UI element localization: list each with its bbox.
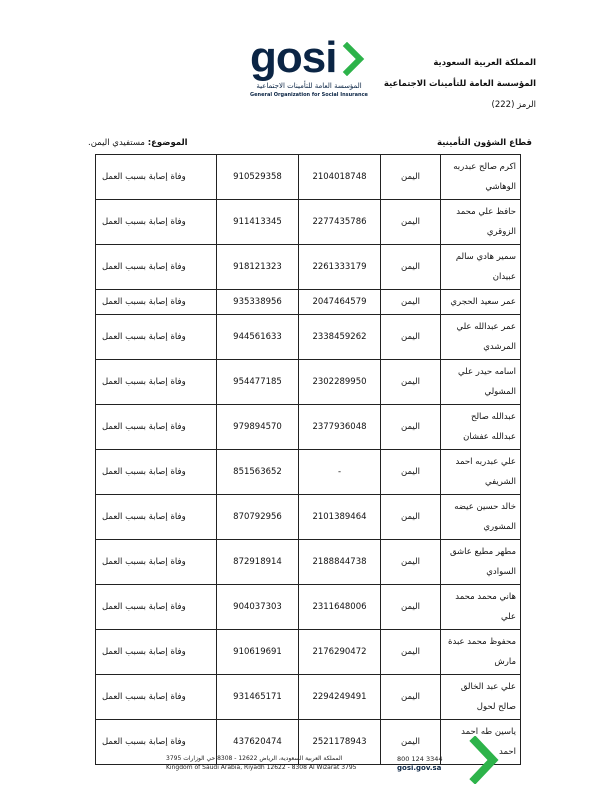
id-cell: 2521178943 — [299, 720, 381, 765]
name-cell: سمير هادي سالم عبيدان — [441, 245, 521, 290]
logo-wordmark: gosi — [250, 33, 337, 82]
table-row — [96, 540, 521, 585]
name-cell: عبدالله صالح عبدالله عفشان — [441, 405, 521, 450]
department-title: قطاع الشؤون التأمينية — [437, 138, 532, 148]
subject-line — [88, 138, 188, 148]
insurance-number-cell: 911413345 — [217, 200, 299, 245]
id-cell: 2294249491 — [299, 675, 381, 720]
name-cell: خالد حسين عيضه المشوري — [441, 495, 521, 540]
name-cell: هاني محمد محمد علي — [441, 585, 521, 630]
nationality-cell: اليمن — [381, 405, 441, 450]
footer-address-arabic: المملكة العربية السعودية، الرياض 12622 - 8308 حي الوزارات 3795 — [166, 755, 343, 762]
id-cell: 2277435786 — [299, 200, 381, 245]
name-cell: ياسين طه احمد احمد — [441, 720, 521, 765]
case-type-cell: وفاة إصابة بسبب العمل — [96, 155, 217, 200]
nationality-cell: اليمن — [381, 495, 441, 540]
case-type-cell: وفاة إصابة بسبب العمل — [96, 495, 217, 540]
name-cell: اسامه حيدر علي المشولي — [441, 360, 521, 405]
table-row — [96, 155, 521, 200]
insurance-number-cell: 437620474 — [217, 720, 299, 765]
chevron-right-icon — [469, 736, 499, 784]
footer-phone: 800 124 3344 — [397, 755, 443, 763]
nationality-cell: اليمن — [381, 540, 441, 585]
insurance-number-cell: 918121323 — [217, 245, 299, 290]
chevron-right-icon — [342, 42, 366, 76]
insurance-number-cell: 870792956 — [217, 495, 299, 540]
case-type-cell: وفاة إصابة بسبب العمل — [96, 245, 217, 290]
name-cell: مطهر مطيع عاشق السوادي — [441, 540, 521, 585]
case-type-cell: وفاة إصابة بسبب العمل — [96, 360, 217, 405]
id-cell: 2101389464 — [299, 495, 381, 540]
id-cell: 2377936048 — [299, 405, 381, 450]
name-cell: محفوظ محمد عبدة مارش — [441, 630, 521, 675]
organization-title: المؤسسة العامة للتأمينات الاجتماعية — [383, 79, 536, 89]
nationality-cell: اليمن — [381, 450, 441, 495]
insurance-number-cell: 935338956 — [217, 290, 299, 315]
table-row — [96, 630, 521, 675]
name-cell: علي عبد الخالق صالح لحول — [441, 675, 521, 720]
id-cell: - — [299, 450, 381, 495]
case-type-cell: وفاة إصابة بسبب العمل — [96, 290, 217, 315]
insurance-number-cell: 910529358 — [217, 155, 299, 200]
case-type-cell: وفاة إصابة بسبب العمل — [96, 630, 217, 675]
insurance-number-cell: 931465171 — [217, 675, 299, 720]
case-type-cell: وفاة إصابة بسبب العمل — [96, 540, 217, 585]
table-row — [96, 360, 521, 405]
insurance-number-cell: 904037303 — [217, 585, 299, 630]
name-cell: حافظ علي محمد الزوقري — [441, 200, 521, 245]
subject-label: الموضوع: — [147, 138, 188, 148]
table-row — [96, 245, 521, 290]
id-cell: 2311648006 — [299, 585, 381, 630]
case-type-cell: وفاة إصابة بسبب العمل — [96, 405, 217, 450]
id-cell: 2338459262 — [299, 315, 381, 360]
name-cell: اكرم صالح عبدربه الوهاشي — [441, 155, 521, 200]
id-cell: 2302289950 — [299, 360, 381, 405]
nationality-cell: اليمن — [381, 720, 441, 765]
table-row — [96, 290, 521, 315]
case-type-cell: وفاة إصابة بسبب العمل — [96, 675, 217, 720]
subject-value: مستفيدي اليمن. — [88, 138, 145, 148]
table-row — [96, 200, 521, 245]
nationality-cell: اليمن — [381, 315, 441, 360]
id-cell: 2188844738 — [299, 540, 381, 585]
insurance-number-cell: 944561633 — [217, 315, 299, 360]
logo-english-name: General Organization for Social Insurance — [250, 92, 368, 98]
table-row — [96, 315, 521, 360]
table-row — [96, 585, 521, 630]
name-cell: عمر عبدالله علي المرشدي — [441, 315, 521, 360]
id-cell: 2261333179 — [299, 245, 381, 290]
case-type-cell: وفاة إصابة بسبب العمل — [96, 315, 217, 360]
nationality-cell: اليمن — [381, 630, 441, 675]
footer-website-link[interactable]: gosi.gov.sa — [397, 764, 442, 772]
nationality-cell: اليمن — [381, 675, 441, 720]
table-row — [96, 405, 521, 450]
id-cell: 2176290472 — [299, 630, 381, 675]
table-row — [96, 495, 521, 540]
organization-code: الرمز (222) — [491, 100, 536, 110]
id-cell: 2104018748 — [299, 155, 381, 200]
logo-arabic-name: المؤسسة العامة للتأمينات الاجتماعية — [256, 82, 362, 90]
footer-address-english: Kingdom of Saudi Arabia, Riyadh 12622 - 8308 Al Wizarat 3795 — [166, 764, 357, 771]
case-type-cell: وفاة إصابة بسبب العمل — [96, 720, 217, 765]
nationality-cell: اليمن — [381, 200, 441, 245]
nationality-cell: اليمن — [381, 290, 441, 315]
insurance-number-cell: 851563652 — [217, 450, 299, 495]
insurance-number-cell: 979894570 — [217, 405, 299, 450]
id-cell: 2047464579 — [299, 290, 381, 315]
insurance-number-cell: 872918914 — [217, 540, 299, 585]
kingdom-title: المملكة العربية السعودية — [433, 58, 536, 68]
nationality-cell: اليمن — [381, 245, 441, 290]
name-cell: علي عبدربه احمد الشريفي — [441, 450, 521, 495]
name-cell: عمر سعيد الحجري — [441, 290, 521, 315]
beneficiaries-table — [95, 154, 521, 765]
case-type-cell: وفاة إصابة بسبب العمل — [96, 450, 217, 495]
nationality-cell: اليمن — [381, 585, 441, 630]
nationality-cell: اليمن — [381, 155, 441, 200]
table-row — [96, 450, 521, 495]
table-row — [96, 675, 521, 720]
case-type-cell: وفاة إصابة بسبب العمل — [96, 585, 217, 630]
case-type-cell: وفاة إصابة بسبب العمل — [96, 200, 217, 245]
insurance-number-cell: 910619691 — [217, 630, 299, 675]
nationality-cell: اليمن — [381, 360, 441, 405]
insurance-number-cell: 954477185 — [217, 360, 299, 405]
gosi-logo — [250, 33, 380, 102]
